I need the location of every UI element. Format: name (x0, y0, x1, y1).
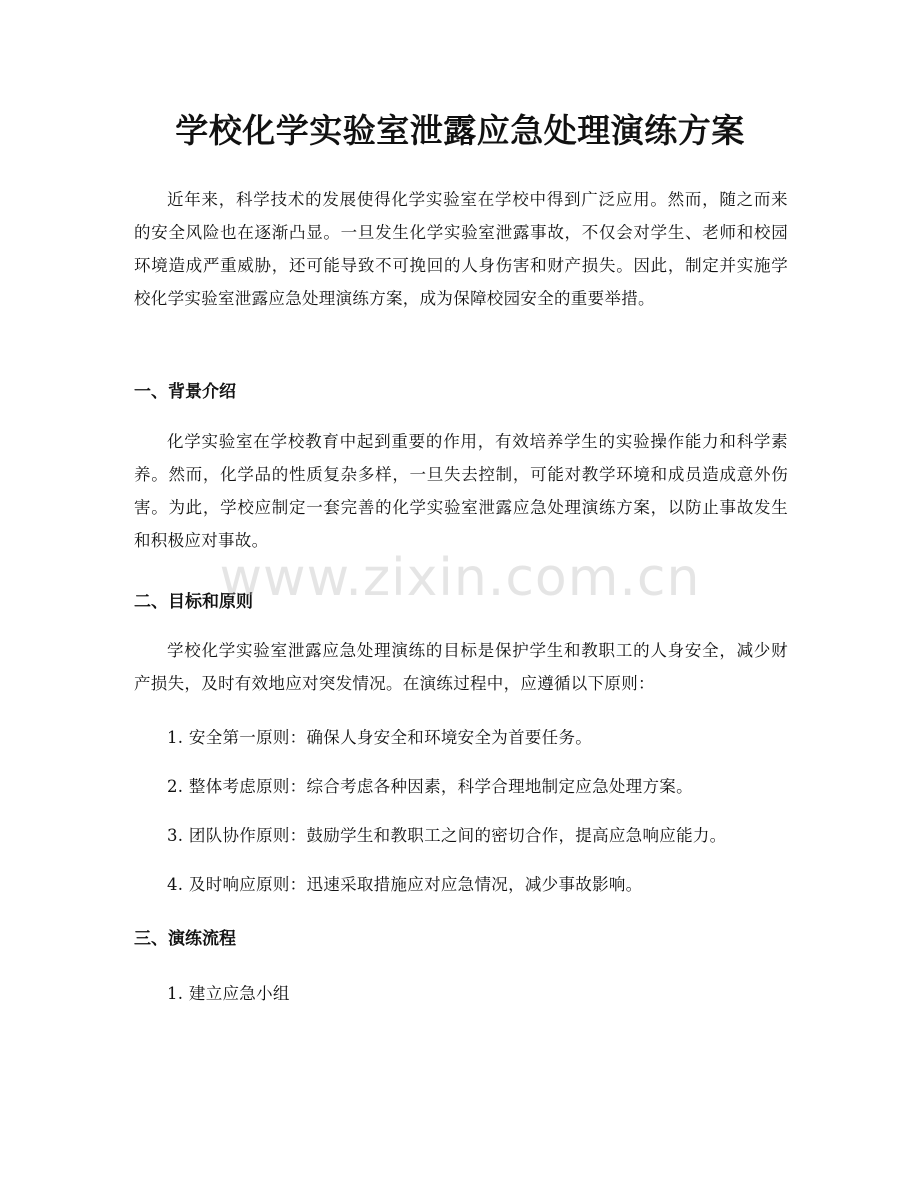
section-heading-process: 三、演练流程 (134, 929, 236, 949)
principle-item-2: 2. 整体考虑原则：综合考虑各种因素，科学合理地制定应急处理方案。 (167, 777, 693, 796)
section-heading-goals: 二、目标和原则 (134, 592, 253, 612)
goals-paragraph: 学校化学实验室泄露应急处理演练的目标是保护学生和教职工的人身安全，减少财产损失，及时有效地应对突发情况。在演练过程中，应遵循以下原则： (134, 641, 788, 693)
section-heading-background: 一、背景介绍 (134, 382, 236, 402)
principle-item-3: 3. 团队协作原则：鼓励学生和教职工之间的密切合作，提高应急响应能力。 (167, 826, 727, 845)
process-item-1: 1. 建立应急小组 (167, 984, 290, 1003)
watermark-text: www.zixin.com.cn (219, 548, 701, 608)
principle-item-1: 1. 安全第一原则：确保人身安全和环境安全为首要任务。 (167, 728, 593, 747)
principle-item-4: 4. 及时响应原则：迅速采取措施应对应急情况，减少事故影响。 (167, 875, 643, 894)
document-title: 学校化学实验室泄露应急处理演练方案 (175, 111, 745, 150)
intro-paragraph: 近年来，科学技术的发展使得化学实验室在学校中得到广泛应用。然而，随之而来的安全风险也在逐渐凸显。一旦发生化学实验室泄露事故，不仅会对学生、老师和校园环境造成严重威胁，还可能导致不可挽回的人身伤害和财产损失。因此，制定并实施学校化学实验室泄露应急处理演练方案，成为保障校园安全的重要举措。 (134, 190, 788, 308)
background-paragraph: 化学实验室在学校教育中起到重要的作用，有效培养学生的实验操作能力和科学素养。然而，化学品的性质复杂多样，一旦失去控制，可能对教学环境和成员造成意外伤害。为此，学校应制定一套完善的化学实验室泄露应急处理演练方案，以防止事故发生和积极应对事故。 (134, 432, 788, 550)
